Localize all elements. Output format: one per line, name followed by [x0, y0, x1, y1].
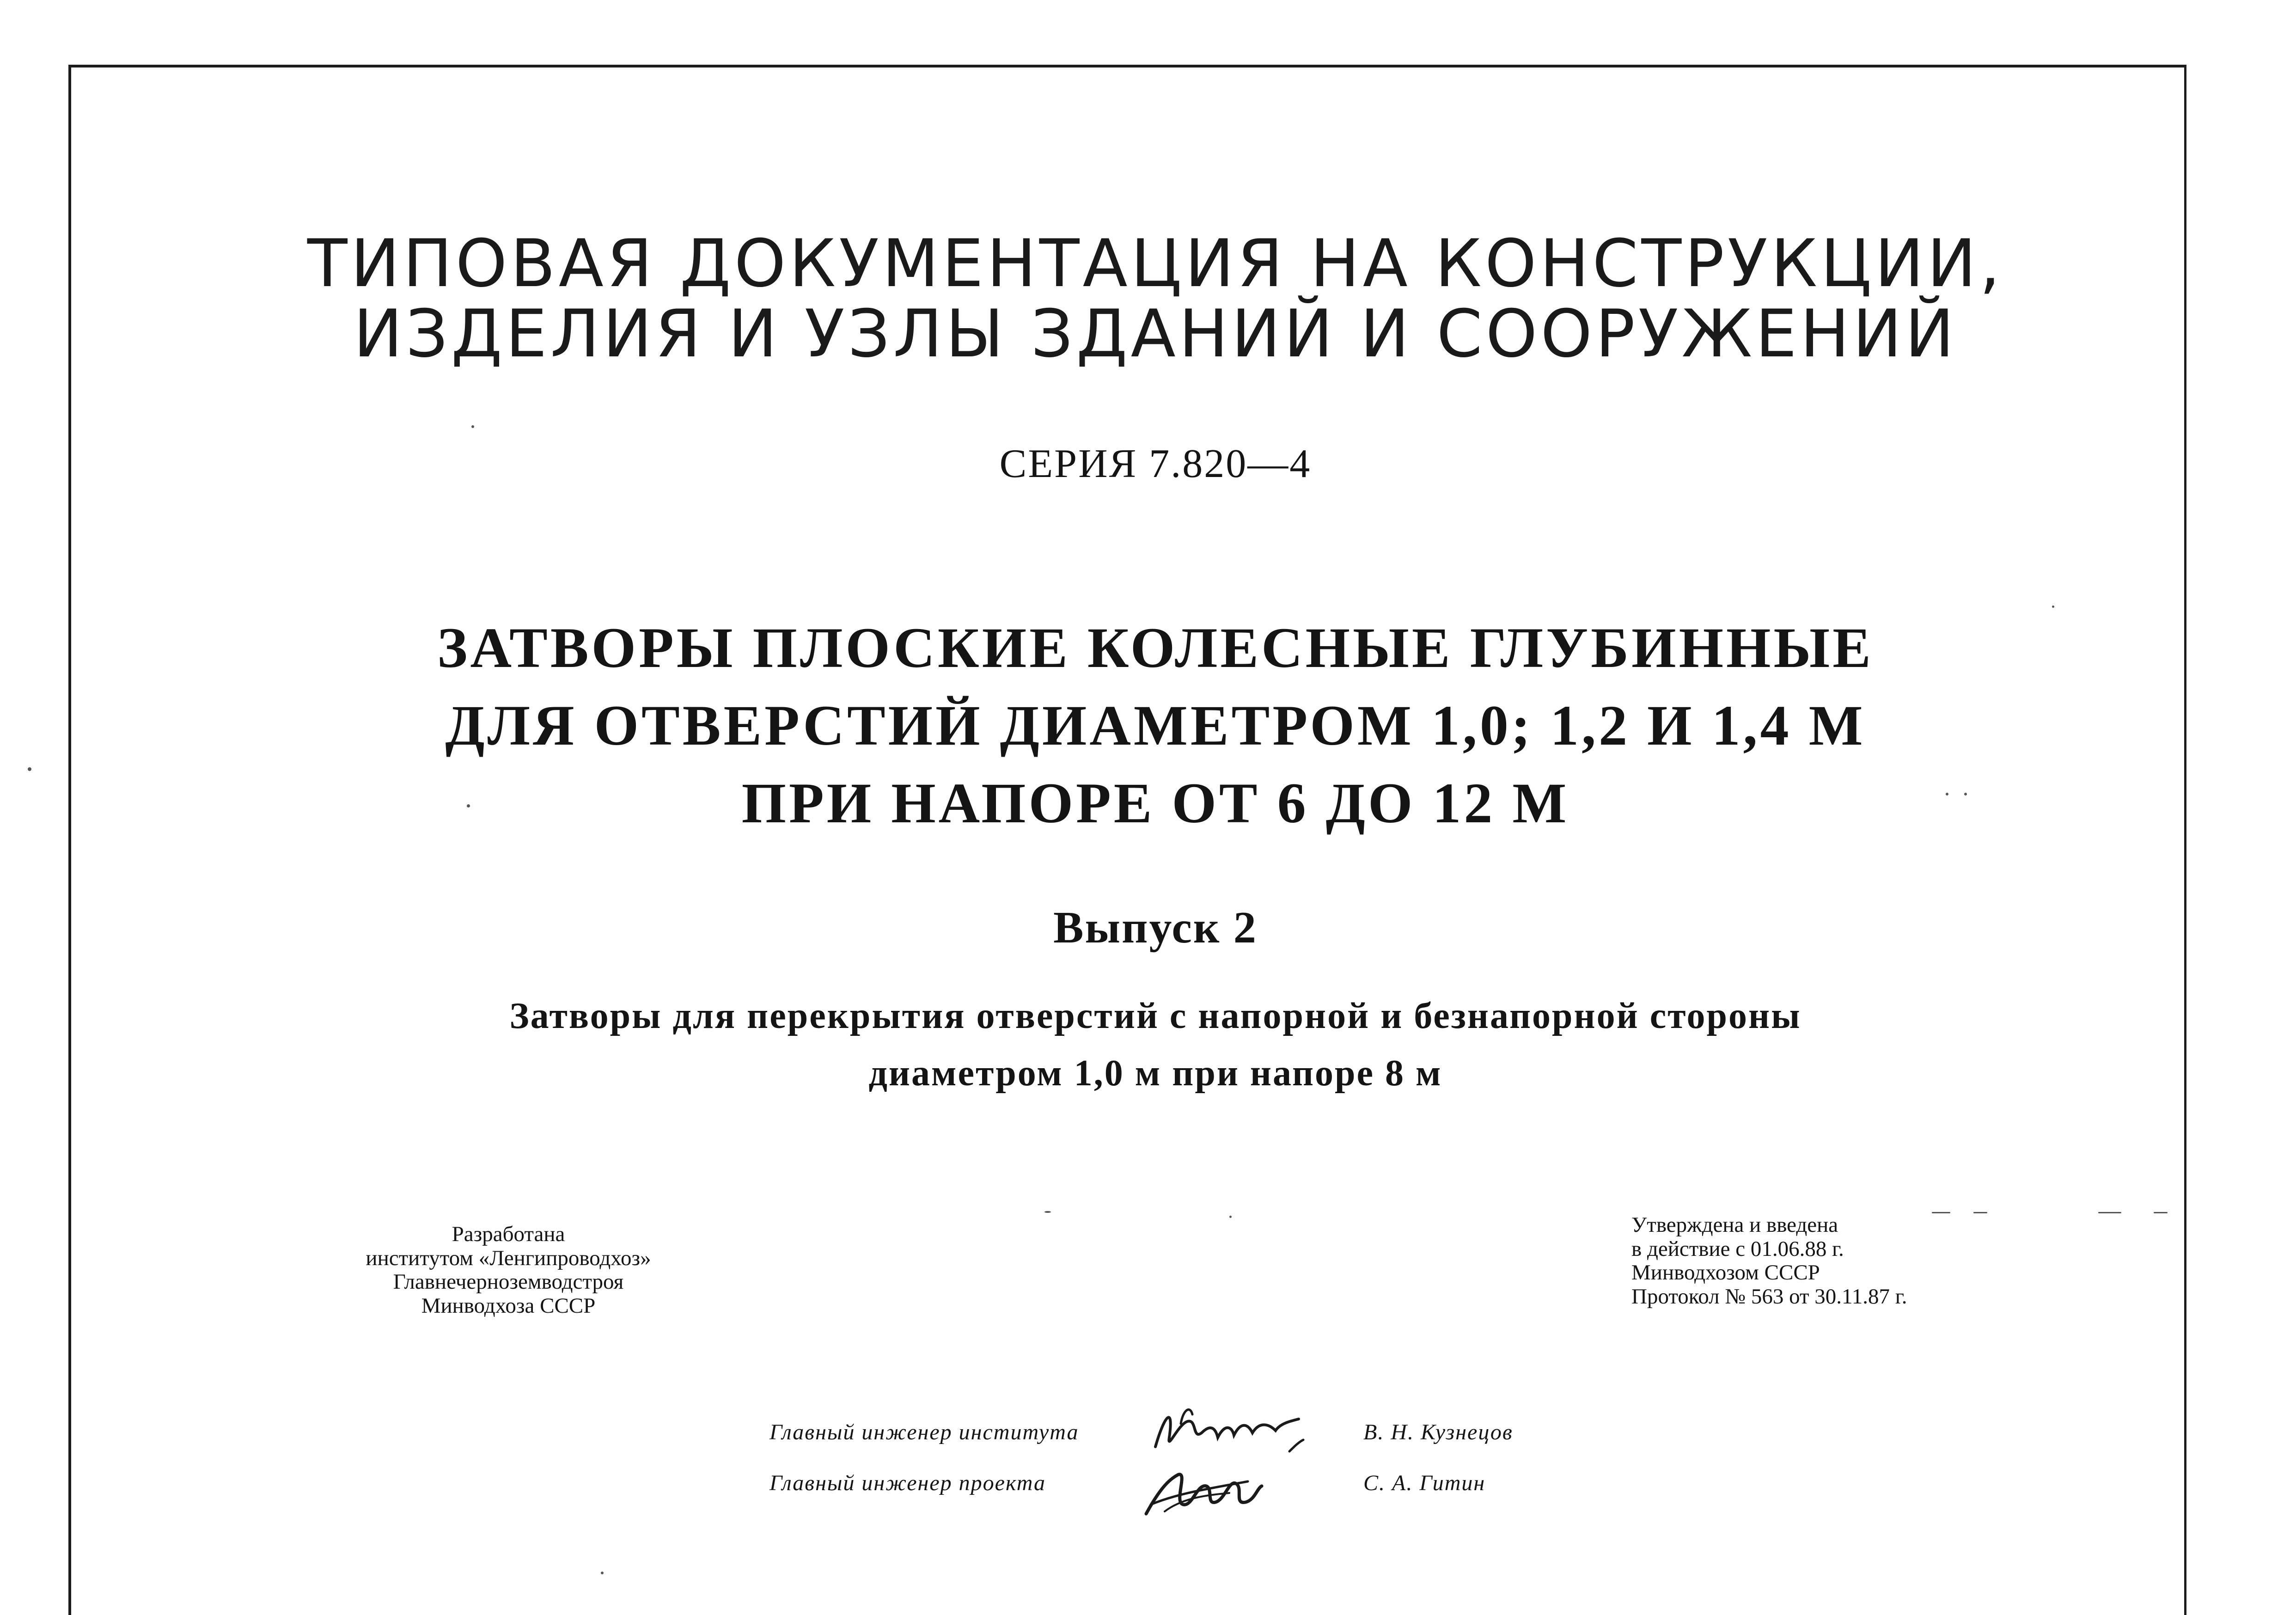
approval-line-4: Протокол № 563 от 30.11.87 г. — [1631, 1285, 1907, 1309]
frame-top-border — [68, 65, 2186, 67]
developed-by-line-1: Разработана — [452, 1222, 565, 1246]
subtitle-line-1: Затворы для перекрытия отверстий с напорной и безнапорной стороны — [509, 996, 1801, 1036]
paper-speck — [471, 425, 474, 428]
approval-line-1: Утверждена и введена — [1631, 1213, 1838, 1237]
developed-by-line-2: институтом «Ленгипроводхоз» — [366, 1246, 651, 1270]
subtitle-line-2: диаметром 1,0 м при напоре 8 м — [868, 1053, 1442, 1094]
chief-engineer-institute-name: В. Н. Кузнецов — [1363, 1420, 1513, 1444]
developed-by-block — [277, 1223, 739, 1318]
chief-engineer-institute-role: Главный инженер института — [769, 1420, 1079, 1444]
approval-block — [1631, 1213, 2094, 1309]
paper-speck — [1044, 1211, 1051, 1213]
frame-right-border — [2184, 65, 2186, 1615]
header-line-1: ТИПОВАЯ ДОКУМЕНТАЦИЯ НА КОНСТРУКЦИИ, — [307, 226, 2004, 302]
title-line-2: ДЛЯ ОТВЕРСТИЙ ДИАМЕТРОМ 1,0; 1,2 И 1,4 М — [445, 694, 1866, 757]
paper-speck — [2154, 1212, 2168, 1213]
header-line-2: ИЗДЕЛИЯ И УЗЛЫ ЗДАНИЙ И СООРУЖЕНИЙ — [353, 296, 1958, 372]
chief-engineer-project-role: Главный инженер проекта — [769, 1471, 1046, 1495]
paper-speck — [1932, 1212, 1950, 1213]
chief-engineer-project-name: С. А. Гитин — [1363, 1471, 1486, 1495]
developed-by-line-4: Минводхоза СССР — [421, 1294, 596, 1318]
chief-engineer-institute-signature — [1137, 1396, 1322, 1461]
developed-by-line-3: Главнечерноземводстроя — [393, 1270, 624, 1294]
paper-speck — [1973, 1212, 1987, 1213]
paper-speck — [2052, 606, 2054, 608]
paper-speck — [28, 767, 31, 771]
title-line-3: ПРИ НАПОРЕ ОТ 6 ДО 12 М — [741, 771, 1569, 835]
approval-line-2: в действие с 01.06.88 г. — [1631, 1236, 1844, 1261]
paper-speck — [2098, 1212, 2121, 1213]
paper-speck — [601, 1572, 604, 1574]
paper-speck — [467, 804, 470, 808]
series-number: СЕРИЯ 7.820—4 — [999, 441, 1312, 486]
paper-speck — [1946, 793, 1948, 795]
chief-engineer-project-signature — [1137, 1461, 1322, 1521]
title-line-1: ЗАТВОРЫ ПЛОСКИЕ КОЛЕСНЫЕ ГЛУБИННЫЕ — [437, 616, 1874, 679]
issue-number: Выпуск 2 — [1053, 903, 1258, 953]
frame-left-border — [68, 65, 71, 1615]
paper-speck — [1229, 1216, 1232, 1218]
paper-speck — [1964, 793, 1967, 795]
approval-line-3: Минводхозом СССР — [1631, 1260, 1820, 1285]
